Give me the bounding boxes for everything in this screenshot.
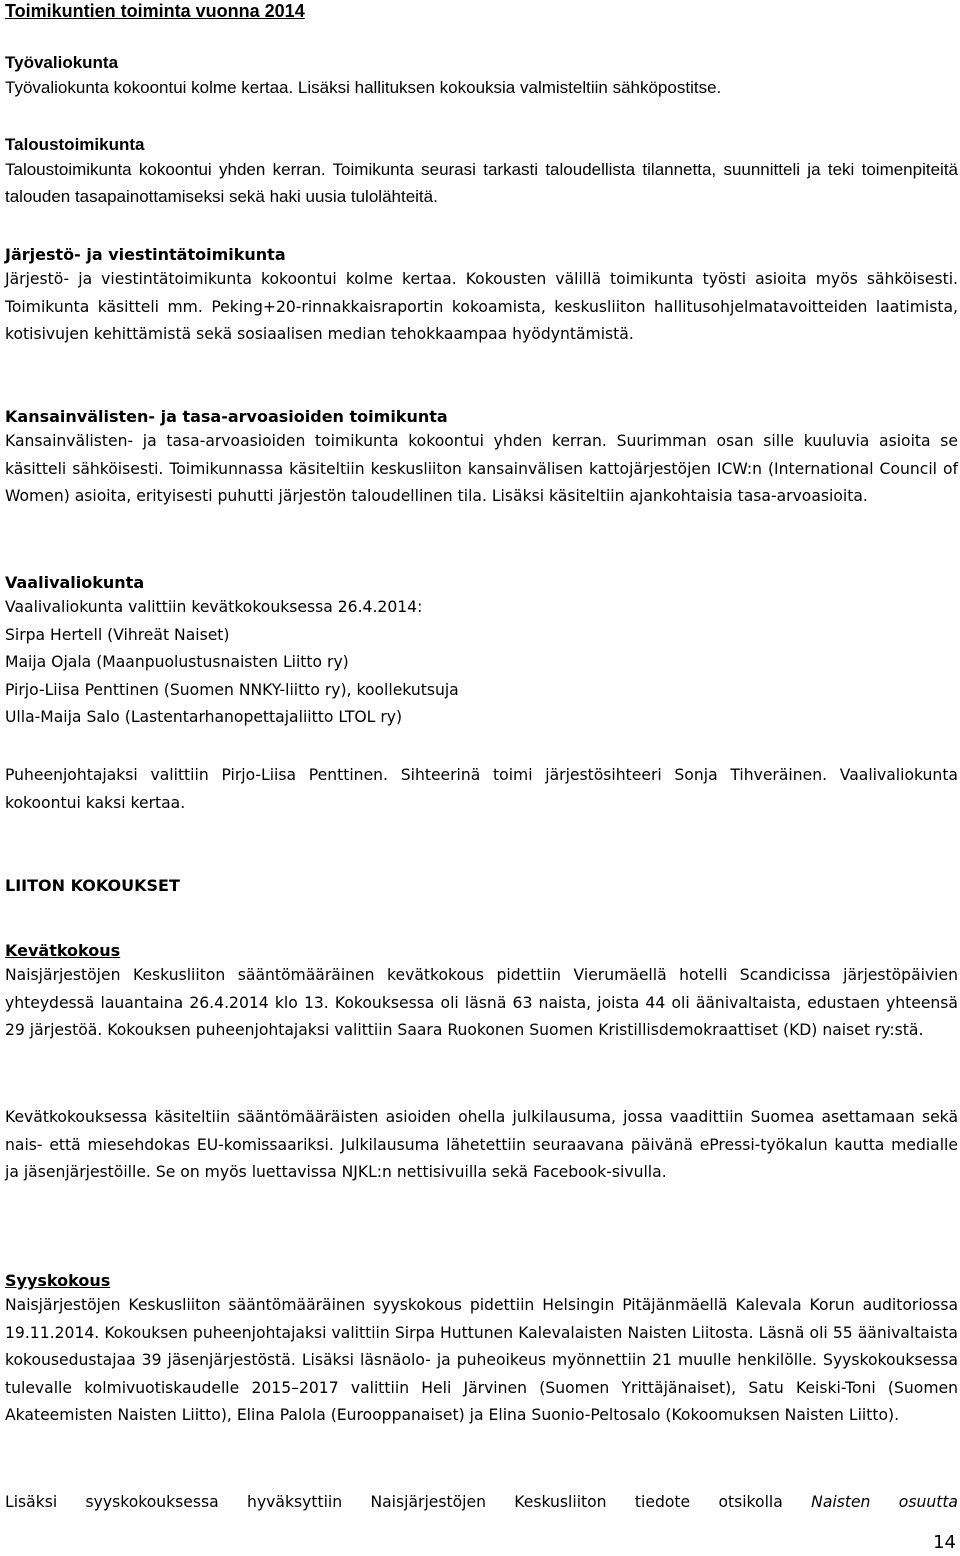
taloustoimikunta-text: Taloustoimikunta kokoontui yhden kerran. Toimikunta seurasi tarkasti taloudellista tilannetta, suunnitteli ja teki toimenpiteitä talouden tasapainottamiseksi sekä haki uusia tulolähteitä.	[5, 160, 958, 206]
syyskokous-text-2-start: Lisäksi syyskokouksessa hyväksyttiin Naisjärjestöjen Keskusliiton tiedote otsikolla	[5, 1493, 812, 1511]
jarjesto-text: Järjestö- ja viestintätoimikunta kokoontui kolme kertaa. Kokousten välillä toimikunta työsti asioita myös sähköisesti. Toimikunta käsitteli mm. Peking+20-rinnakkaisraportin kokoamista, keskusliiton hallitusohjelmatavoitteiden laatimista, kotisivujen kehittämistä sekä sosiaalisen median tehokkaampaa hyödyntämistä.	[5, 270, 958, 344]
member-item: Pirjo-Liisa Penttinen (Suomen NNKY-liitto ry), koollekutsuja	[5, 680, 459, 699]
member-item: Ulla-Maija Salo (Lastentarhanopettajaliitto LTOL ry)	[5, 708, 403, 727]
kevatkokous-text-2: Kevätkokouksessa käsiteltiin sääntömääräisten asioiden ohella julkilausuma, jossa vaadittiin Suomea asettamaan sekä nais- että miesehdokas EU-komissaariksi. Julkilausuma lähetettiin seuraavana päivänä ePressi-työkalun kautta medialle ja jäsenjärjestöille. Se on myös luettavissa NJKL:n nettisivuilla sekä Facebook-sivulla.	[5, 1108, 958, 1182]
syyskokous-text-1: Naisjärjestöjen Keskusliiton sääntömääräinen syyskokous pidettiin Helsingin Pitäjänmäellä Kalevala Korun auditoriossa 19.11.2014. Kokouksen puheenjohtajaksi valittiin Sirpa Huttunen Kalevalaisten Naisten Liitosta. Läsnä oli 55 äänivaltaista kokousedustajaa 39 jäsenjärjestöstä. Lisäksi läsnäolo- ja puheoikeus myönnettiin 21 muulle henkilölle. Syyskokouksessa tulevalle kolmivuotiskaudelle 2015–2017 valittiin Heli Järvinen (Suomen Yrittäjänaiset), Satu Keiski-Toni (Suomen Akateemisten Naisten Liitto), Elina Palola (Eurooppanaiset) ja Elina Suonio-Peltosalo (Kokoomuksen Naisten Liitto).	[5, 1296, 958, 1425]
jarjesto-heading: Järjestö- ja viestintätoimikunta	[5, 245, 286, 264]
liiton-section	[5, 875, 958, 897]
member-item: Sirpa Hertell (Vihreät Naiset)	[5, 625, 230, 644]
liiton-heading: LIITON KOKOUKSET	[5, 876, 180, 895]
tyovaliokunta-text: Työvaliokunta kokoontui kolme kertaa. Lisäksi hallituksen kokouksia valmisteltiin sähköpostitse.	[5, 78, 722, 97]
member-item: Maija Ojala (Maanpuolustusnaisten Liitto ry)	[5, 653, 349, 672]
kevatkokous-text-1: Naisjärjestöjen Keskusliiton sääntömääräinen kevätkokous pidettiin Vierumäellä hotelli Scandicissa järjestöpäivien yhteydessä lauantaina 26.4.2014 klo 13. Kokouksessa oli läsnä 63 naista, joista 44 oli äänivaltaista, edustaen yhteensä 29 järjestöä. Kokouksen puheenjohtajaksi valittiin Saara Ruokonen Suomen Kristillisdemokraattiset (KD) naiset ry:stä.	[5, 966, 958, 1040]
syyskokous-heading: Syyskokous	[5, 1271, 111, 1290]
kansainvalisten-text: Kansainvälisten- ja tasa-arvoasioiden toimikunta kokoontui yhden kerran. Suurimman osan sille kuuluvia asioita se käsitteli sähköisesti. Toimikunnassa käsiteltiin keskusliiton kansainvälisen kattojärjestöjen ICW:n (International Council of Women) asioita, erityisesti puhutti järjestön taloudellinen tila. Lisäksi käsiteltiin ajankohtaisia tasa-arvoasioita.	[5, 432, 958, 506]
page-number: 14	[933, 1532, 956, 1553]
jarjesto-section	[5, 244, 958, 349]
kevatkokous-section	[5, 940, 958, 1045]
page-title: Toimikuntien toiminta vuonna 2014	[5, 1, 305, 21]
vaalivaliokunta-section	[5, 572, 958, 732]
kansainvalisten-section	[5, 406, 958, 511]
kevatkokous-heading: Kevätkokous	[5, 941, 121, 960]
tyovaliokunta-section	[5, 52, 958, 101]
syyskokous-text-2-italic: Naisten osuutta	[811, 1493, 958, 1511]
syyskokous-section	[5, 1270, 958, 1430]
taloustoimikunta-section	[5, 134, 958, 210]
vaalivaliokunta-heading: Vaalivaliokunta	[5, 573, 145, 592]
vaalivaliokunta-summary-section	[5, 762, 958, 817]
syyskokous-text-2	[5, 1489, 958, 1517]
kansainvalisten-heading: Kansainvälisten- ja tasa-arvoasioiden toimikunta	[5, 407, 448, 426]
kevatkokous-section-2	[5, 1104, 958, 1187]
taloustoimikunta-heading: Taloustoimikunta	[5, 135, 145, 154]
vaalivaliokunta-text: Puheenjohtajaksi valittiin Pirjo-Liisa Penttinen. Sihteerinä toimi järjestösihteeri Sonja Tihveräinen. Vaalivaliokunta kokoontui kaksi kertaa.	[5, 766, 958, 812]
tyovaliokunta-heading: Työvaliokunta	[5, 53, 119, 72]
syyskokous-section-2	[5, 1489, 958, 1517]
vaalivaliokunta-intro: Vaalivaliokunta valittiin kevätkokouksessa 26.4.2014:	[5, 598, 423, 616]
title-section	[5, 0, 958, 22]
